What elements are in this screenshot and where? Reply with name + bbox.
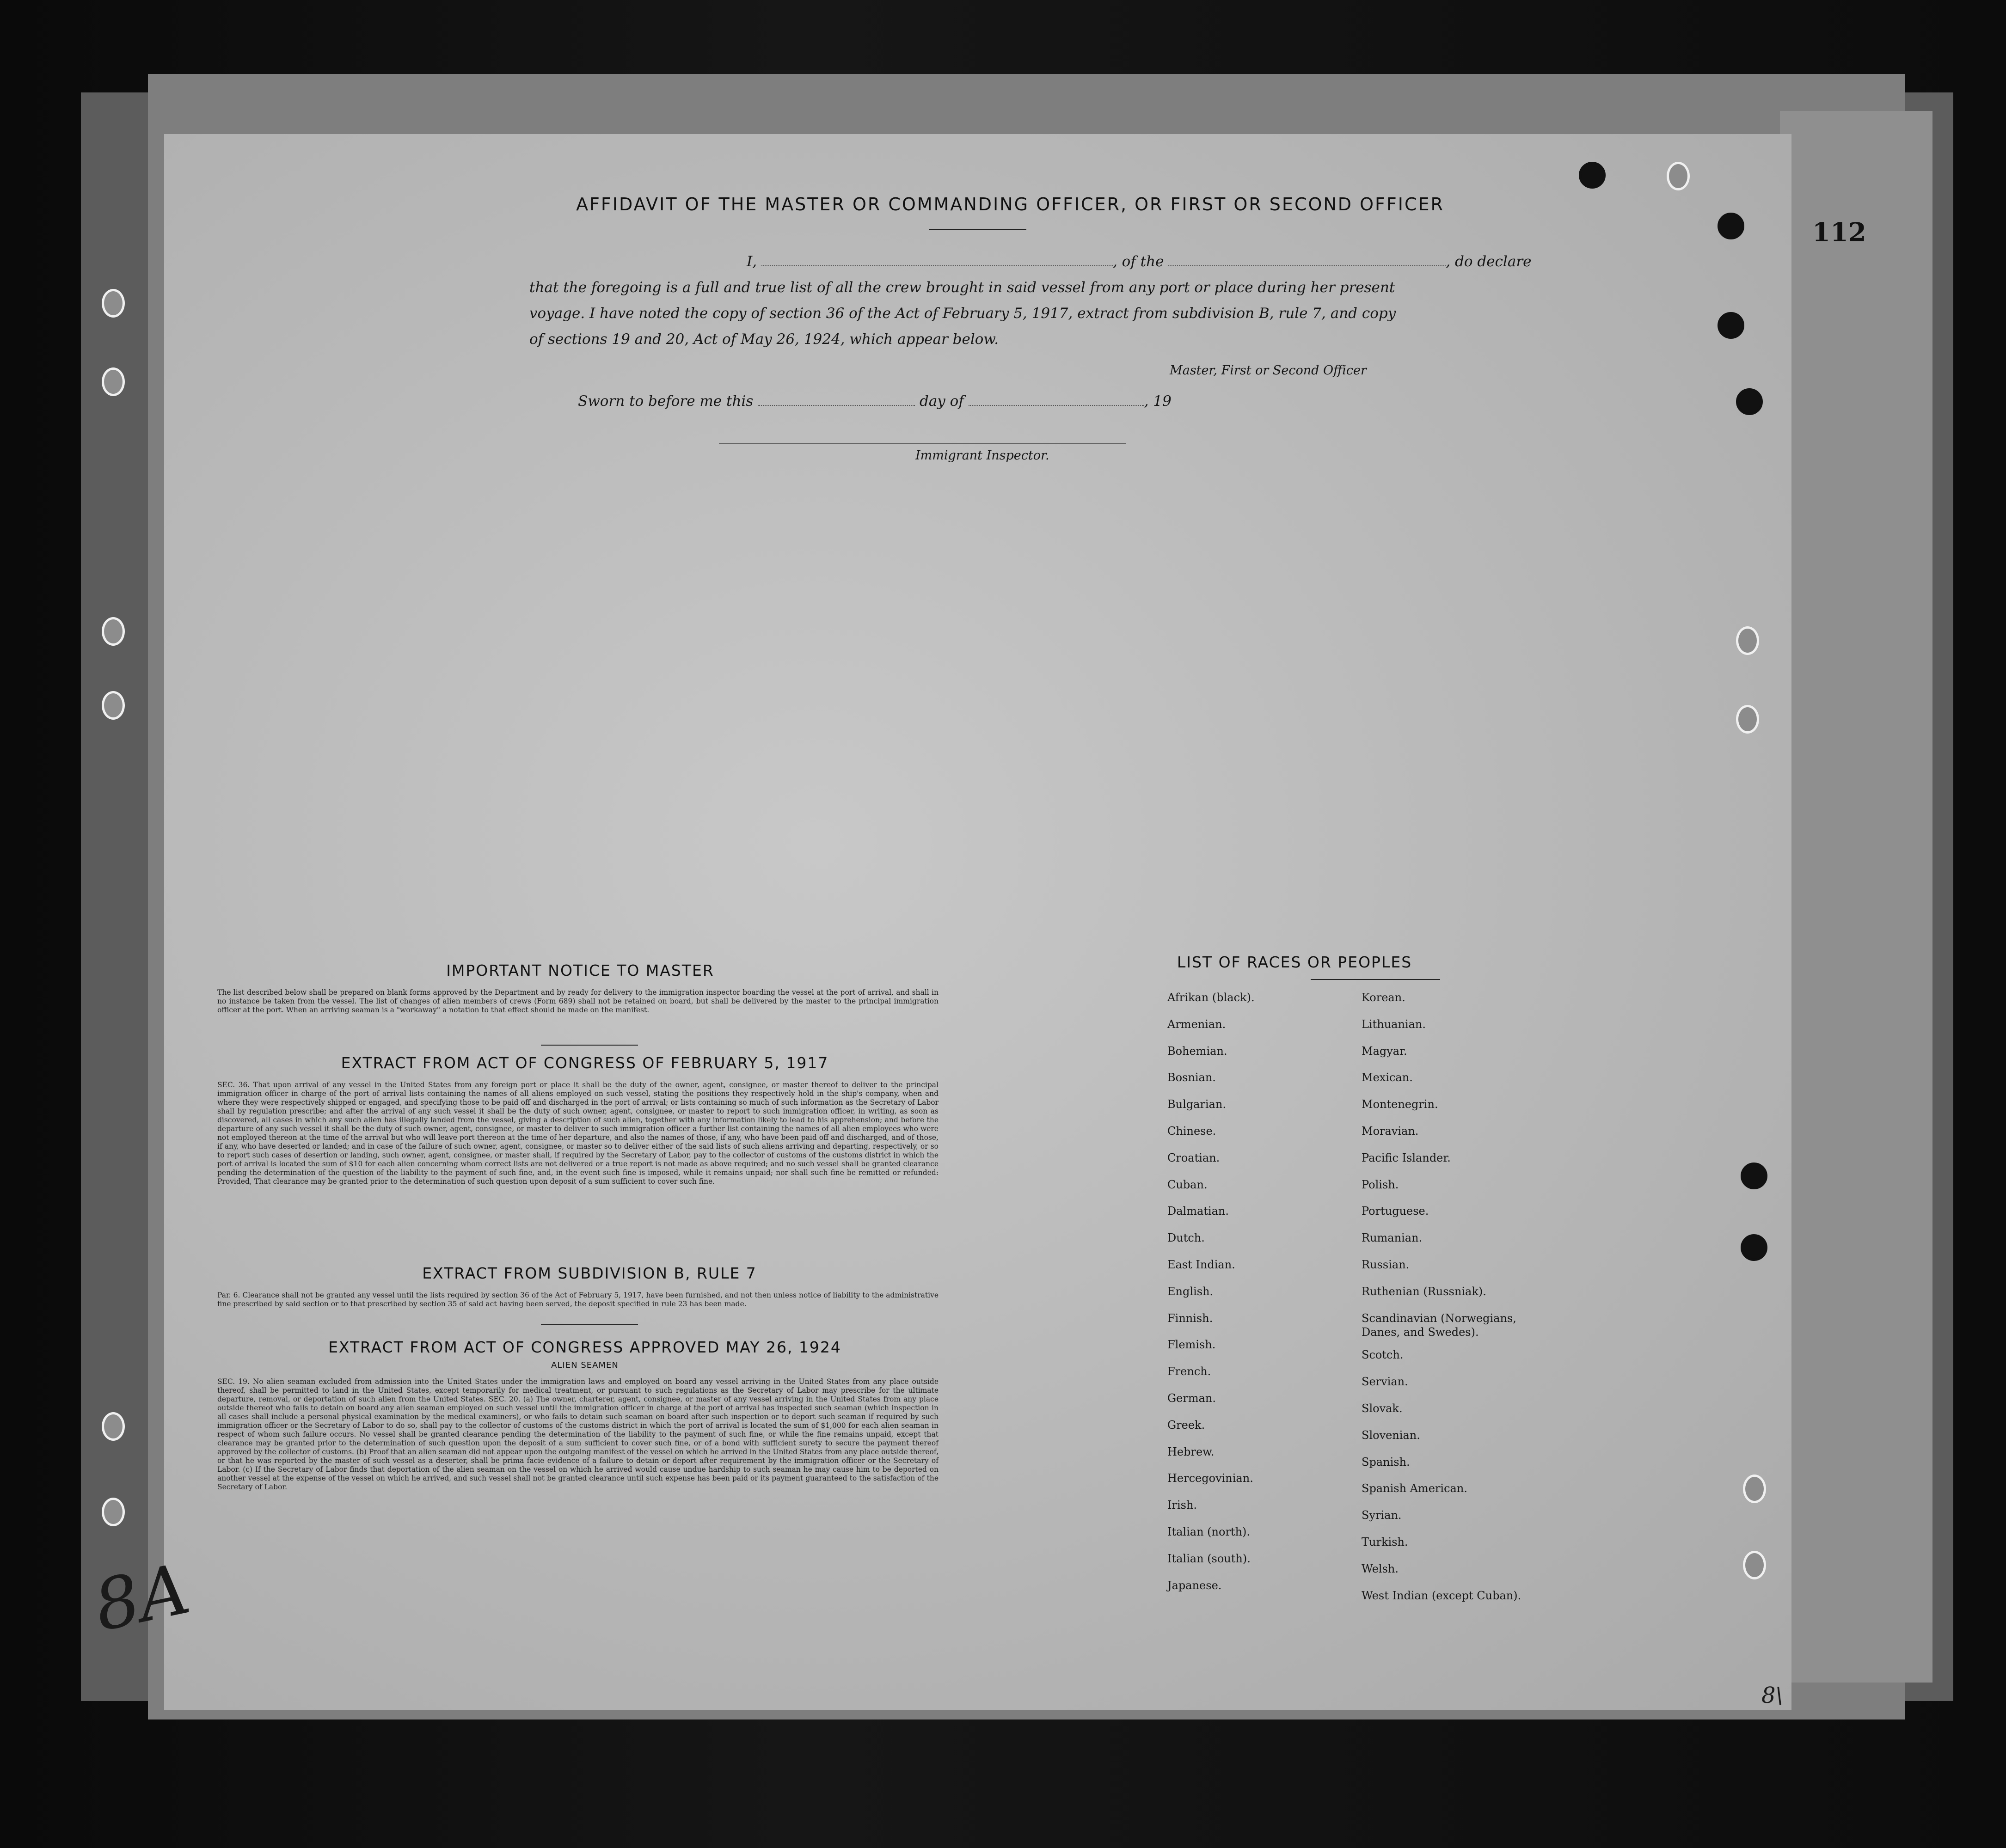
race-item: Turkish.	[1362, 1536, 1408, 1548]
race-item: Japanese.	[1167, 1579, 1222, 1592]
race-item: Rumanian.	[1362, 1231, 1423, 1245]
race-item: Pacific Islander.	[1362, 1151, 1451, 1164]
punch-hole-right-11	[1743, 1551, 1766, 1579]
punch-hole-left-4	[102, 691, 125, 720]
race-item: Flemish.	[1167, 1338, 1216, 1352]
notice-divider	[541, 1045, 638, 1046]
race-item: West Indian (except Cuban).	[1362, 1589, 1521, 1602]
race-item: Italian (south).	[1167, 1552, 1251, 1565]
inspector-signature-line	[719, 443, 1126, 444]
affidavit-form-page	[87, 134, 1791, 1710]
notice-body: The list described below shall be prepared on blank forms approved by the Department and by ready for delivery to the immigration inspector boarding the vessel at the port of arrival, and shall in no instance be taken from the vessel. The list of changes of alien members of crews (Form 689) shall not be retained on board, but shall be delivered by the master to the principal immigration officer at the port. When an arriving seaman is a "workaway" a notation to that effect should be made on the manifest.	[217, 988, 939, 1014]
vessel-name-blank	[1168, 265, 1446, 266]
race-item: Hebrew.	[1167, 1445, 1215, 1458]
race-item: Mexican.	[1362, 1071, 1413, 1084]
punch-hole-left-3	[102, 617, 125, 646]
race-item: French.	[1167, 1365, 1211, 1378]
punch-hole-right-5	[1736, 388, 1763, 415]
race-item: Cuban.	[1167, 1178, 1208, 1191]
race-item: Russian.	[1362, 1258, 1410, 1271]
sworn-label: Sworn to before me this	[578, 393, 754, 410]
race-item: Slovak.	[1362, 1402, 1403, 1415]
race-item: East Indian.	[1167, 1258, 1235, 1271]
race-item: Spanish.	[1362, 1455, 1410, 1469]
do-declare-label: , do declare	[1446, 253, 1532, 270]
race-item: Portuguese.	[1362, 1205, 1429, 1218]
extract-1924-subtitle: ALIEN SEAMEN	[551, 1360, 619, 1370]
race-item: Italian (north).	[1167, 1525, 1251, 1538]
year-label: , 19	[1144, 393, 1172, 410]
rule7-divider	[541, 1324, 638, 1325]
title-underline	[929, 229, 1026, 230]
race-item: Armenian.	[1167, 1017, 1226, 1031]
race-item: Irish.	[1167, 1499, 1197, 1512]
race-item: Scotch.	[1362, 1348, 1404, 1362]
inspector-label: Immigrant Inspector.	[915, 448, 1049, 463]
master-signature-label: Master, First or Second Officer	[1170, 363, 1367, 378]
race-item: Servian.	[1362, 1375, 1408, 1389]
race-item: Finnish.	[1167, 1311, 1213, 1325]
extract-rule7-body: Par. 6. Clearance shall not be granted any vessel until the lists required by section 36 of the Act of February 5, 1917, have been furnished, and not then unless notice of liability to the administrative fine prescribed by said section or to that prescribed by section 35 of said act having been served, the deposit specified in rule 23 has been made.	[217, 1291, 939, 1308]
extract-1924-title: EXTRACT FROM ACT OF CONGRESS APPROVED MAY 26, 1924	[328, 1338, 841, 1356]
race-item: German.	[1167, 1392, 1216, 1405]
affidavit-title: AFFIDAVIT OF THE MASTER OR COMMANDING OFFICER, OR FIRST OR SECOND OFFICER	[576, 194, 1444, 214]
declaration-line-1	[529, 249, 1593, 275]
race-item: Spanish American.	[1362, 1482, 1467, 1495]
page-number: 112	[1812, 217, 1866, 248]
race-item: Dutch.	[1167, 1231, 1205, 1245]
punch-hole-right-6	[1736, 626, 1759, 655]
of-the-label: , of the	[1112, 253, 1164, 270]
race-item: Chinese.	[1167, 1125, 1216, 1138]
extract-rule7-title: EXTRACT FROM SUBDIVISION B, RULE 7	[422, 1264, 757, 1282]
extract-1924-body: SEC. 19. No alien seaman excluded from admission into the United States under the immigration laws and employed on board any vessel arriving in the United States from any place outside thereof, shall be permitted to land in the United States, except temporarily for medical treatment, or pursuant to such regulations as the Secretary of Labor may prescribe for the ultimate departure, removal, or deportation of such alien from the United States. SEC. 20. (a) The owner, charterer, agent, consignee, or master of any vessel arriving in the United States from any place outside thereof who fails to detain on board any alien seaman employed on such vessel until the immigration officer in charge at the port of arrival has inspected such seaman (which inspection in all cases shall include a personal physical examination by the medical examiners), or who fails to detain such seaman on board after such inspection or to deport such seaman if required by such immigration officer or the Secretary of Labor to do so, shall pay to the collector of customs of the customs district in which the port of arrival is located the sum of $1,000 for each alien seaman in respect of whom such failure occurs. No vessel shall be granted clearance pending the determination of the liability to the payment of such fine, or while the fine remains unpaid, except that clearance may be granted prior to the determination of such question upon the deposit of a sum sufficient to cover such fine, or of a bond with sufficient surety to secure the payment thereof approved by the collector of customs. (b) Proof that an alien seaman did not appear upon the outgoing manifest of the vessel on which he arrived in the United States from any place outside thereof, or that he was reported by the master of such vessel as a deserter, shall be prima facie evidence of a failure to detain or deport after requirement by the immigration officer or the Secretary of Labor. (c) If the Secretary of Labor finds that deportation of the alien seaman on the vessel on which he arrived would cause undue hardship to such seaman he may cause him to be deported on another vessel at the expense of the vessel on which he arrived, and such vessel shall not be granted clearance until such expense has been paid or its payment guaranteed to the satisfaction of the Secretary of Labor.	[217, 1377, 939, 1491]
underlying-page-edge	[1780, 111, 1932, 1683]
declaration-text	[529, 249, 1593, 352]
punch-hole-right-8	[1741, 1163, 1767, 1189]
corner-handwritten-initials: 8A	[87, 1548, 196, 1647]
race-item: Dalmatian.	[1167, 1205, 1229, 1218]
race-item: Magyar.	[1362, 1044, 1407, 1058]
bottom-right-handwritten-mark: 8\	[1761, 1683, 1783, 1708]
declaration-line-4: of sections 19 and 20, Act of May 26, 1924, which appear below.	[529, 331, 999, 348]
race-item: Croatian.	[1167, 1151, 1220, 1164]
race-item: English.	[1167, 1285, 1214, 1298]
race-item: Moravian.	[1362, 1125, 1419, 1138]
punch-hole-left-1	[102, 289, 125, 318]
sworn-line	[578, 393, 1172, 410]
race-item: Bulgarian.	[1167, 1098, 1226, 1111]
punch-hole-right-2	[1667, 162, 1690, 190]
extract-1917-body: SEC. 36. That upon arrival of any vessel in the United States from any foreign port or place it shall be the duty of the owner, agent, consignee, or master thereof to deliver to the principal immigration officer in charge of the port of arrival lists containing the names of all aliens employed on such vessel, stating the positions they respectively hold in the ship's company, when and where they were respectively shipped or engaged, and specifying those to be paid off and discharged in the port of arrival; or lists containing so much of such information as the Secretary of Labor shall by regulation prescribe; and after the arrival of any such vessel it shall be the duty of such owner, agent, consignee, or master to report to such immigration officer, in writing, as soon as discovered, all cases in which any such alien has illegally landed from the vessel, giving a description of such alien, together with any information likely to lead to his apprehension; and before the departure of any such vessel it shall be the duty of such owner, agent, consignee, or master to deliver to such immigration officer a further list containing the names of all alien employees who were not employed thereon at the time of the arrival but who will leave port thereon at the time of her departure, and also the names of those, if any, who have been paid off and discharged, and of those, if any, who have deserted or landed; and in case of the failure of such owner, agent, consignee, or master so to deliver either of the said lists of such aliens arriving and departing, respectively, or so to report such cases of desertion or landing, such owner, agent, consignee, or master shall, if required by the Secretary of Labor, pay to the collector of customs of the customs district in which the port of arrival is located the sum of $10 for each alien concerning whom correct lists are not delivered or a true report is not made as above required; and no such vessel shall be granted clearance pending the determination of the question of the liability to the payment of such fine, and, in the event such fine is imposed, while it remains unpaid; nor shall such fine be remitted or refunded: Provided, That clearance may be granted prior to the determination of such question upon deposit of a sum sufficient to cover such fine.	[217, 1081, 939, 1186]
race-item: Welsh.	[1362, 1562, 1399, 1575]
punch-hole-right-10	[1743, 1475, 1766, 1503]
punch-hole-right-9	[1741, 1234, 1767, 1261]
races-title-underline	[1311, 979, 1440, 980]
punch-hole-left-6	[102, 1498, 125, 1526]
race-item: Lithuanian.	[1362, 1017, 1426, 1031]
sworn-day-blank	[758, 405, 915, 406]
race-item: Bohemian.	[1167, 1044, 1227, 1058]
sworn-month-blank	[969, 405, 1144, 406]
race-item: Polish.	[1362, 1178, 1399, 1191]
punch-hole-left-5	[102, 1412, 125, 1441]
race-item: Bosnian.	[1167, 1071, 1216, 1084]
punch-hole-right-1	[1579, 162, 1606, 189]
race-item: Hercegovinian.	[1167, 1472, 1253, 1485]
punch-hole-right-3	[1718, 213, 1744, 239]
race-item: Scandinavian (Norwegians, Danes, and Swedes).	[1362, 1311, 1516, 1339]
race-item: Ruthenian (Russniak).	[1362, 1285, 1486, 1298]
extract-1917-title: EXTRACT FROM ACT OF CONGRESS OF FEBRUARY 5, 1917	[341, 1054, 829, 1072]
declaration-line-2: that the foregoing is a full and true list of all the crew brought in said vessel from any port or place during her present	[529, 279, 1395, 296]
day-of-label: day of	[919, 393, 964, 410]
punch-hole-right-7	[1736, 705, 1759, 734]
race-item: Korean.	[1362, 991, 1405, 1004]
race-item: Montenegrin.	[1362, 1098, 1438, 1111]
race-item: Slovenian.	[1362, 1428, 1420, 1442]
declaration-line-3: voyage. I have noted the copy of section 36 of the Act of February 5, 1917, extract from subdivision B, rule 7, and copy	[529, 305, 1396, 322]
punch-hole-right-4	[1718, 312, 1744, 339]
race-item: Greek.	[1167, 1418, 1205, 1432]
race-item: Afrikan (black).	[1167, 991, 1255, 1004]
notice-title: IMPORTANT NOTICE TO MASTER	[446, 961, 714, 979]
races-title: LIST OF RACES OR PEOPLES	[1177, 953, 1412, 971]
declarant-name-blank	[761, 265, 1113, 266]
declarant-label: I,	[747, 253, 757, 270]
race-item: Syrian.	[1362, 1509, 1402, 1522]
punch-hole-left-2	[102, 367, 125, 396]
